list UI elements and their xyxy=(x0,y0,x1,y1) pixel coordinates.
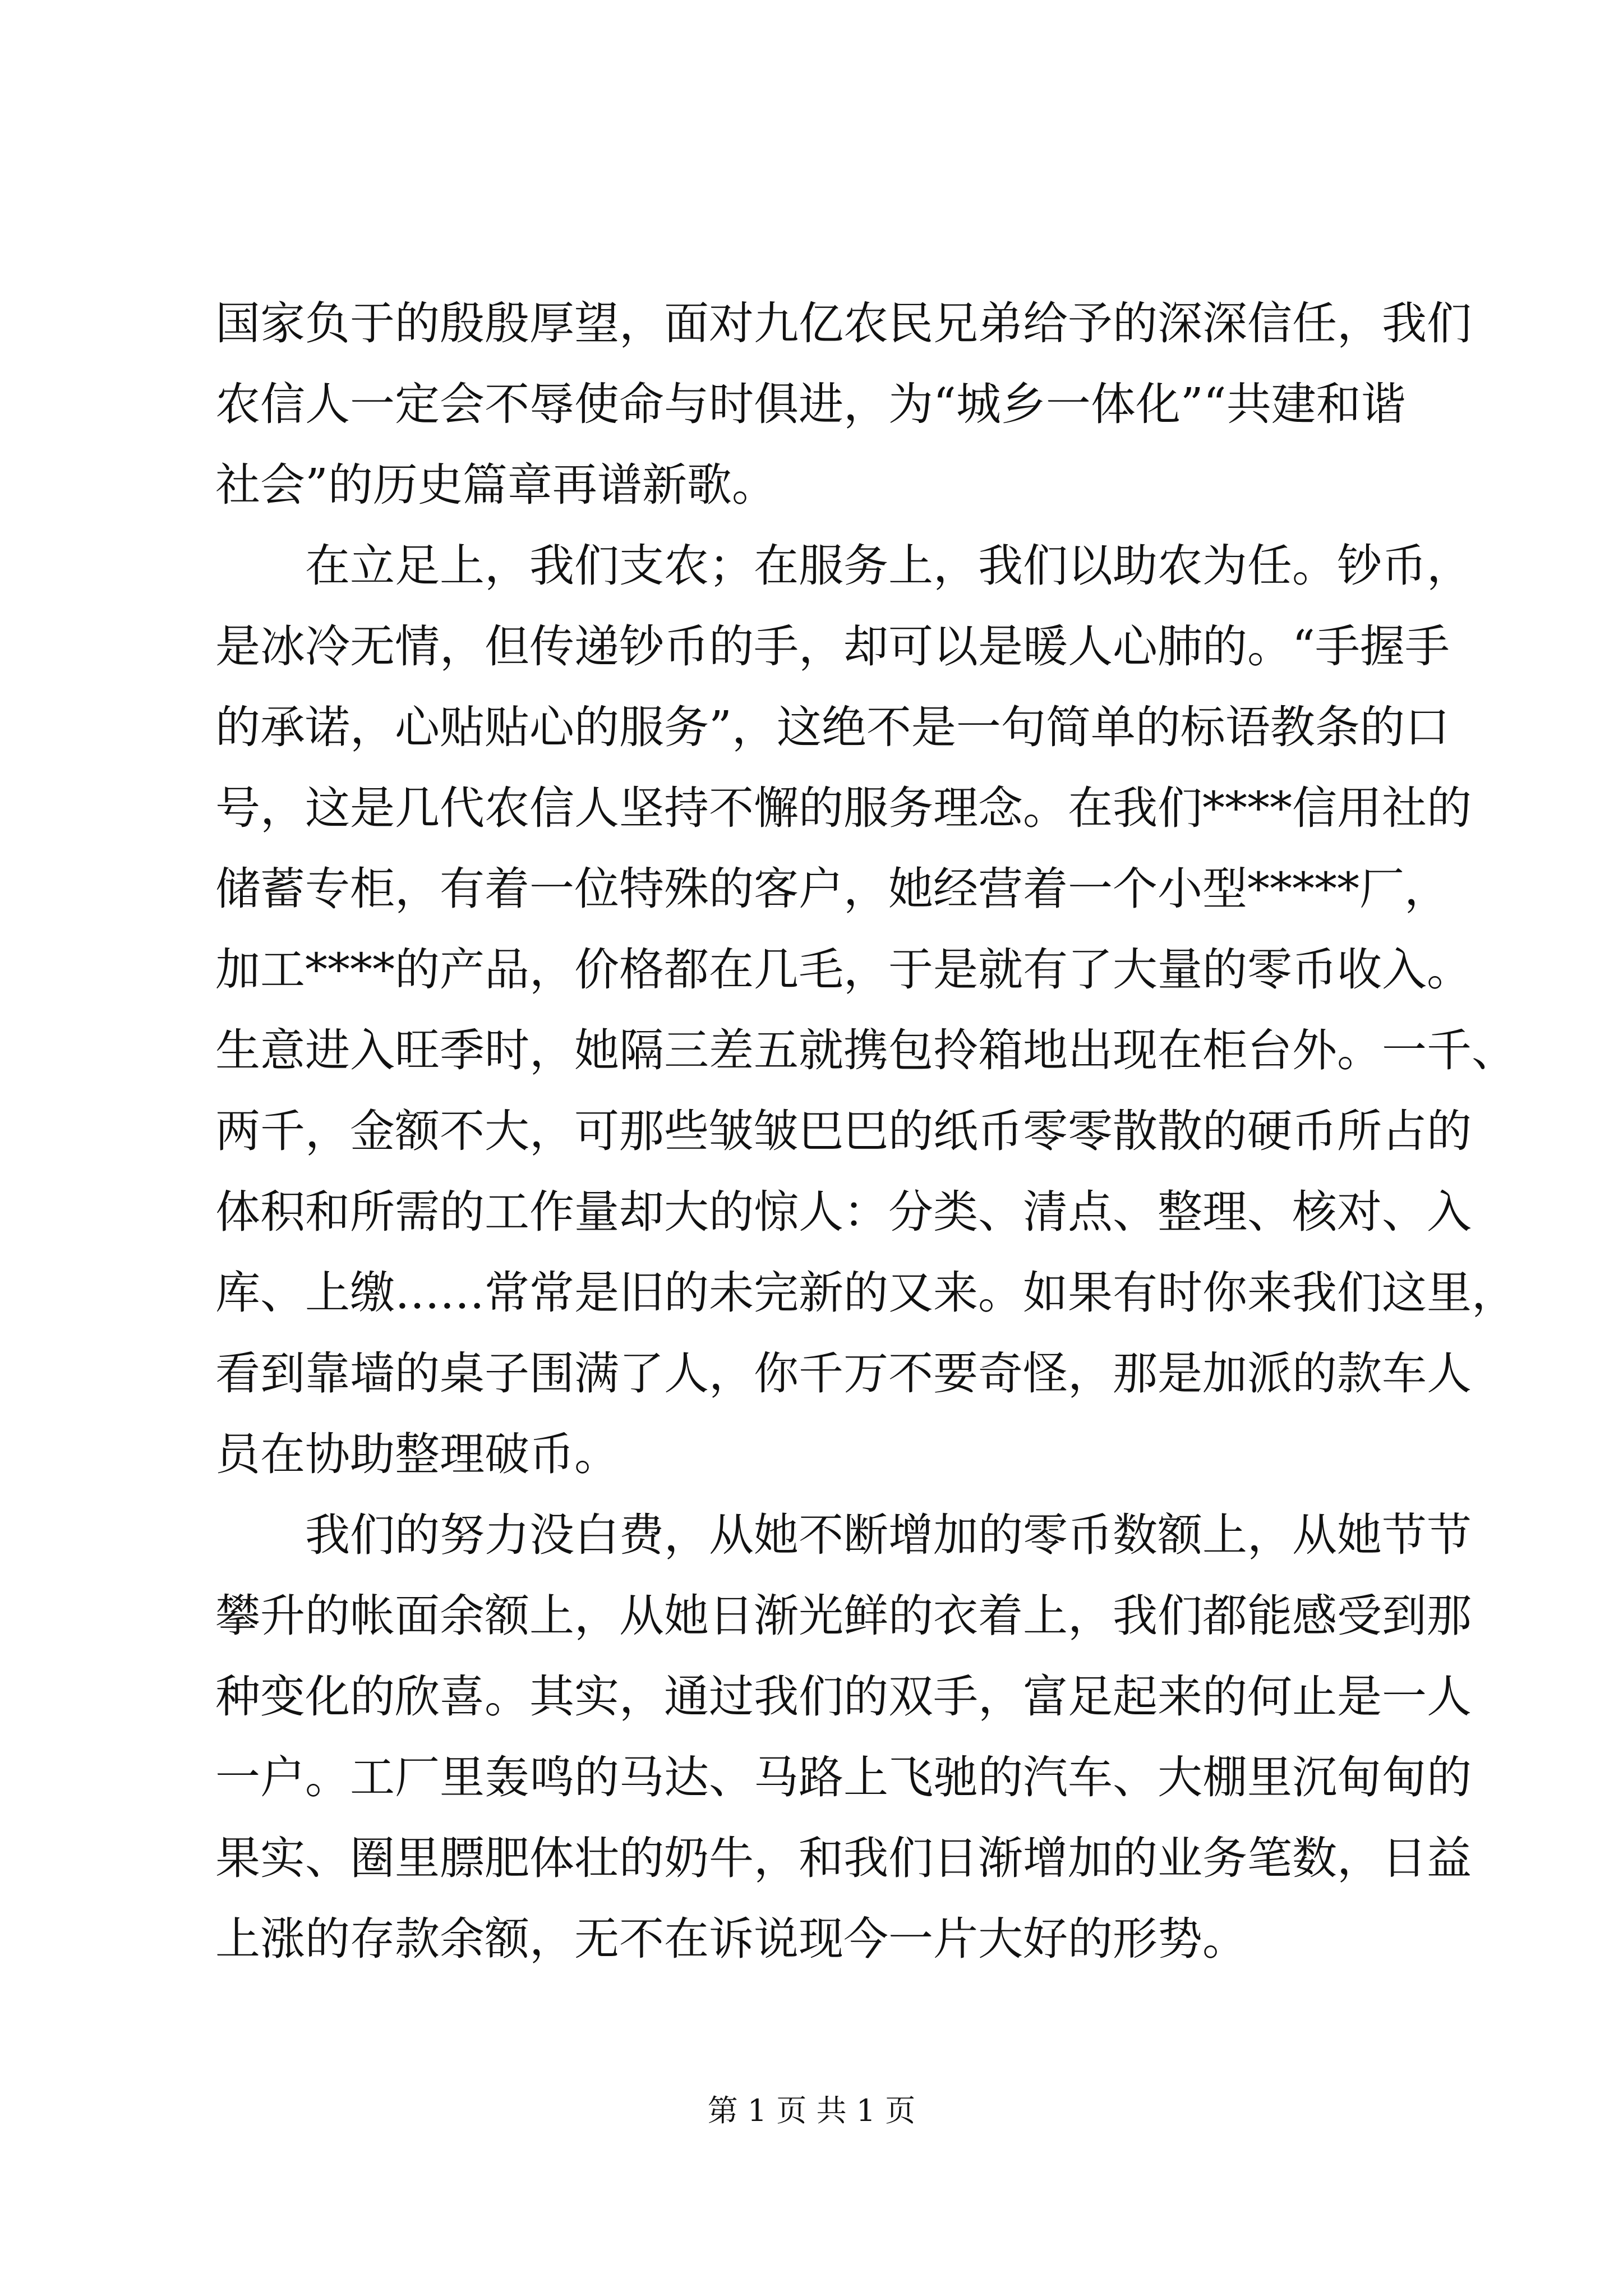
text-line: 在立足上，我们支农；在服务上，我们以助农为任。钞币， xyxy=(215,540,1472,592)
text-line: 种变化的欣喜。其实，通过我们的双手，富足起来的何止是一人 xyxy=(215,1671,1472,1723)
page-footer xyxy=(0,2091,1623,2131)
text-line: 看到靠墙的桌子围满了人，你千万不要奇怪，那是加派的款车人 xyxy=(215,1347,1472,1400)
page-number: 第 1 页 共 1 页 xyxy=(707,2093,916,2128)
text-line: 号，这是几代农信人坚持不懈的服务理念。在我们****信用社的 xyxy=(215,782,1472,834)
text-line: 果实、圈里膘肥体壮的奶牛，和我们日渐增加的业务笔数，日益 xyxy=(215,1832,1472,1884)
text-line: 我们的努力没白费，从她不断增加的零币数额上，从她节节 xyxy=(215,1509,1472,1561)
text-line: 储蓄专柜，有着一位特殊的客户，她经营着一个小型*****厂， xyxy=(215,863,1449,915)
text-line: 国家负于的殷殷厚望，面对九亿农民兄弟给予的深深信任，我们 xyxy=(215,297,1472,349)
text-line: 员在协助整理破币。 xyxy=(215,1428,619,1480)
text-line: 体积和所需的工作量却大的惊人：分类、清点、整理、核对、入 xyxy=(215,1186,1472,1238)
text-line: 的承诺，心贴贴心的服务”，这绝不是一句简单的标语教条的口 xyxy=(215,701,1450,753)
text-line: 攀升的帐面余额上，从她日渐光鲜的衣着上，我们都能感受到那 xyxy=(215,1590,1472,1642)
text-line: 一户。工厂里轰鸣的马达、马路上飞驰的汽车、大棚里沉甸甸的 xyxy=(215,1751,1472,1803)
body-text xyxy=(215,283,1516,1980)
text-line: 加工****的产品，价格都在几毛，于是就有了大量的零币收入。 xyxy=(215,944,1472,996)
text-line: 两千，金额不大，可那些皱皱巴巴的纸币零零散散的硬币所占的 xyxy=(215,1105,1472,1157)
text-line: 农信人一定会不辱使命与时俱进，为“城乡一体化”“共建和谐 xyxy=(215,378,1406,430)
text-line: 是冰冷无情，但传递钞币的手，却可以是暖人心肺的。“手握手 xyxy=(215,620,1450,673)
text-line: 社会”的历史篇章再谱新歌。 xyxy=(215,459,777,511)
text-line: 库、上缴……常常是旧的未完新的又来。如果有时你来我们这里， xyxy=(215,1267,1516,1319)
text-line: 生意进入旺季时，她隔三差五就携包拎箱地出现在柜台外。一千、 xyxy=(215,1024,1516,1076)
text-line: 上涨的存款余额，无不在诉说现今一片大好的形势。 xyxy=(215,1913,1247,1965)
